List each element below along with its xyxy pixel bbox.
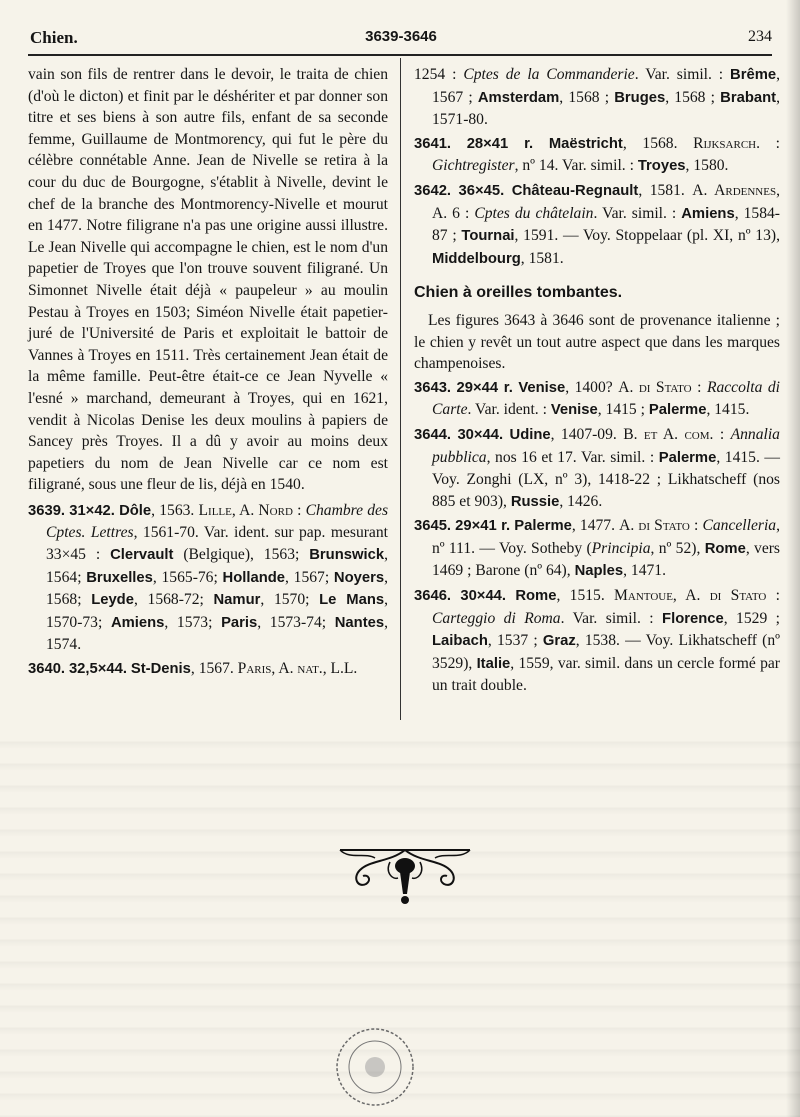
separator: : [292, 501, 306, 519]
separator: : [760, 134, 780, 152]
place: Troyes [637, 158, 686, 175]
entry-archive: Lille, A. Nord [198, 501, 293, 519]
right-column [414, 64, 780, 699]
entry-3641 [414, 133, 780, 178]
place-date: , 1415 ; [597, 401, 649, 419]
place: Naples [574, 563, 624, 580]
entry-year: , 1567. [190, 660, 238, 678]
entry-number: 3643. [414, 379, 452, 396]
place: Rome [704, 540, 746, 557]
entry-number: 3640. [28, 661, 66, 678]
place-date: , 1581. [520, 249, 564, 267]
entry-year: , 1477. [571, 517, 620, 535]
entry-text: . Var. simil. : [560, 609, 663, 627]
place: Graz [542, 633, 576, 650]
entry-number: 3642. [414, 182, 452, 199]
entry-year: , 1581. [638, 181, 693, 199]
entry-text: , nº 111. — Voy. Sotheby ( [432, 517, 780, 557]
intro-paragraph: vain son fils de rentrer dans le devoir, le traita de chien (d'où le dicton) et finit par le déshériter et par donner son titre et ses biens à son autre fils, enfant de sa seconde femme, Guillaume de Montmorency, qui fut le père du célèbre connétable Anne. Jean de Nivelle se retira à la cour du duc de Bourgogne, s'établit à Nivelle, devint le chef de la branche des Montmorency-Nivelle et mourut en 1477. Notre filigrane n'a pas une origine aussi illustre. Le Jean Nivelle qui accompagne le chien, est le nom d'un papetier de Troyes que l'on trouve souvent filigrané. Un Simonnet Nivelle était déjà « paupeleur » au moulin Pestau à Troyes en 1503; Siméon Nivelle était papetier-juré de l'Université de Paris et exploitait le battoir de Vannes à Troyes en 1511. Très certainement Jean était de la même famille. Peut-être était-ce ce Jean Nyvelle « l'esné » marchand, demeurant à Troyes, qui en 1621, vendit à Nicolas Denise les deux moulins à papiers de Sancey près Troyes. Il a dû y avoir au moins deux papetiers du nom de Jean Nivelle car ce nom est filigrané, sous une fleur de lis, déjà en 1540. [28, 66, 388, 494]
entry-3642 [414, 180, 780, 270]
place: Le Mans [319, 592, 385, 609]
place: Italie [476, 655, 511, 672]
entry-number: 3639. [28, 502, 66, 519]
place: Florence [662, 610, 724, 627]
place: Bruges [614, 89, 666, 106]
place-date: , 1415. [706, 401, 750, 419]
page-header [30, 22, 772, 48]
entry-text: , 1561-70. Var. ident. sur pap. mesurant 33×45 : [46, 524, 388, 564]
page-gutter-shadow [786, 0, 800, 1117]
entry-3639 [28, 500, 388, 656]
place: Leyde [91, 592, 134, 609]
separator: : [713, 425, 731, 443]
entry-text: 1254 : [414, 66, 464, 83]
place: Middelbourg [432, 250, 521, 267]
entry-year: , 1568. [622, 134, 694, 152]
entry-number: 3646. [414, 588, 452, 605]
entry-text: . Var. simil. : [593, 204, 682, 222]
place-date: , 1568 ; [665, 88, 721, 106]
place: Amiens [110, 614, 165, 631]
place-date: , 1568 ; [559, 88, 615, 106]
entry-source: Raccolta di Carte [432, 378, 780, 419]
place-date: , 1573-74; [257, 613, 335, 631]
entry-place: Udine [509, 426, 551, 443]
entry-place: Maëstricht [548, 135, 623, 152]
entry-size: 28×41 r. [466, 135, 534, 152]
entry-size: 31×42. [69, 502, 115, 519]
entry-archive: B. et A. com. [623, 425, 714, 443]
entry-size: 32,5×44. [68, 661, 127, 678]
entry-3644 [414, 424, 780, 513]
entry-text: , nº 52), [650, 539, 705, 557]
place-date: (Belgique), 1563; [173, 546, 310, 564]
place-date: , 1580. [685, 157, 729, 175]
entry-place: Château-Regnault [511, 182, 639, 199]
entry-archive: Rijksarch. [693, 134, 761, 152]
entry-3646 [414, 585, 780, 697]
place: Brabant [720, 89, 777, 106]
entry-place: Venise [518, 379, 566, 396]
column-divider [400, 58, 401, 720]
separator: : [689, 517, 703, 535]
place-date: , 1570; [260, 591, 320, 609]
entry-source: Cancelleria [702, 517, 777, 535]
place-date: , 1537 ; [487, 632, 543, 650]
entry-source: Cptes de la Commanderie [463, 66, 635, 83]
entry-place: Rome [515, 588, 557, 605]
place-date: , 1567; [285, 568, 334, 586]
entry-source: Carteggio di Roma [432, 609, 561, 627]
separator: : [766, 587, 780, 605]
place: Clervault [110, 547, 174, 564]
entry-size: 29×41 r. [455, 518, 511, 535]
entry-text: , nº 14. Var. simil. : [514, 157, 638, 175]
entry-text: , L.L. [322, 660, 358, 678]
place: Hollande [222, 569, 286, 586]
place: Russie [510, 493, 560, 510]
entry-text: , nos 16 et 17. Var. simil. : [486, 448, 659, 466]
place-date: , vers 1469 ; Barone (nº 64), [432, 539, 780, 580]
entry-place: Dôle [119, 502, 152, 519]
place-date: , 1564; [46, 546, 388, 586]
library-stamp-icon [330, 1022, 420, 1112]
entry-place: St-Denis [130, 661, 191, 678]
entry-source: Chambre des Cptes. Lettres [46, 501, 389, 542]
running-head-range: 3639-3646 [365, 28, 437, 45]
place: Noyers [333, 569, 385, 586]
separator: : [691, 378, 707, 396]
place: Nantes [334, 614, 385, 631]
place: Brême [730, 67, 777, 83]
entry-source: Principia [591, 539, 651, 557]
place-date: , 1573; [164, 613, 222, 631]
place-date: , 1568; [46, 568, 388, 609]
entry-archive: Paris, A. nat. [237, 660, 323, 678]
running-head-title: Chien. [30, 28, 78, 47]
entry-3640-continued [414, 64, 780, 131]
page-number: 234 [748, 28, 772, 45]
place-date: , 1426. [559, 492, 603, 510]
header-rule [28, 54, 772, 56]
place-date: , 1538. — Voy. Likhatscheff (nº 3529), [432, 632, 780, 672]
place: Palerme [658, 449, 717, 466]
entry-number: 3641. [414, 135, 452, 152]
entry-text: . Var. simil. : [634, 66, 731, 83]
place: Venise [550, 402, 598, 419]
place: Amiens [681, 205, 735, 222]
entry-size: 29×44 r. [456, 379, 513, 396]
place-date: , 1591. — Voy. Stoppelaar (pl. XI, nº 13), [514, 227, 780, 245]
section-title: Chien à oreilles tombantes. [414, 284, 623, 302]
separator: : [459, 204, 475, 222]
entry-3643 [414, 377, 780, 422]
tailpiece-ornament-icon [330, 842, 480, 912]
entry-text: . Var. ident. : [467, 401, 551, 419]
place: Paris [221, 614, 258, 631]
place-date: , 1415. — Voy. Zonghi (LX, nº 3), 1418-22 ; Likhatscheff (nos 885 et 903), [432, 448, 781, 510]
place-date: , 1567 ; [432, 66, 780, 106]
place: Namur [213, 592, 261, 609]
place: Brunswick [309, 547, 385, 564]
entry-year: , 1400? [565, 378, 619, 396]
place-date: , 1574. [46, 613, 388, 654]
entry-number: 3645. [414, 518, 452, 535]
place-date: , 1571-80. [432, 88, 780, 129]
entry-year: , 1563. [151, 501, 195, 519]
entry-archive: A. di Stato [618, 378, 692, 396]
entry-source: Annalia pubblica [432, 425, 780, 466]
place-date: , 1529 ; [723, 609, 781, 627]
place: Bruxelles [86, 569, 153, 586]
entry-size: 36×45. [458, 182, 505, 199]
entry-archive: A. Ardennes, A. 6 [432, 181, 780, 222]
place-date: , 1559, var. simil. dans un cercle formé par un trait double. [432, 654, 781, 695]
place: Amsterdam [477, 89, 560, 106]
entry-place: Palerme [514, 518, 572, 535]
place: Laibach [432, 633, 488, 650]
entry-archive: Mantoue, A. di Stato [614, 587, 767, 605]
left-column [28, 64, 388, 683]
entry-number: 3644. [414, 426, 452, 443]
entry-year: , 1407-09. [550, 425, 624, 443]
place: Palerme [648, 402, 707, 419]
entry-3645 [414, 515, 780, 583]
entry-size: 30×44. [457, 426, 504, 443]
entry-source: Gichtregister [432, 157, 515, 175]
section-intro: Les figures 3643 à 3646 sont de provenance italienne ; le chien y revêt un tout autre aspect que dans les marques champenoises. [414, 311, 780, 373]
entry-3640 [28, 658, 388, 681]
place-date: , 1568-72; [133, 591, 214, 609]
place-date: , 1584-87 ; [432, 204, 780, 245]
place: Tournai [461, 228, 515, 245]
entry-year: , 1515. [556, 587, 615, 605]
entry-source: Cptes du châtelain [474, 204, 594, 222]
place-date: , 1565-76; [152, 568, 223, 586]
entry-archive: A. di Stato [619, 517, 690, 535]
place-date: , 1471. [623, 562, 666, 580]
place-date: , 1570-73; [46, 591, 388, 631]
entry-size: 30×44. [460, 588, 507, 605]
